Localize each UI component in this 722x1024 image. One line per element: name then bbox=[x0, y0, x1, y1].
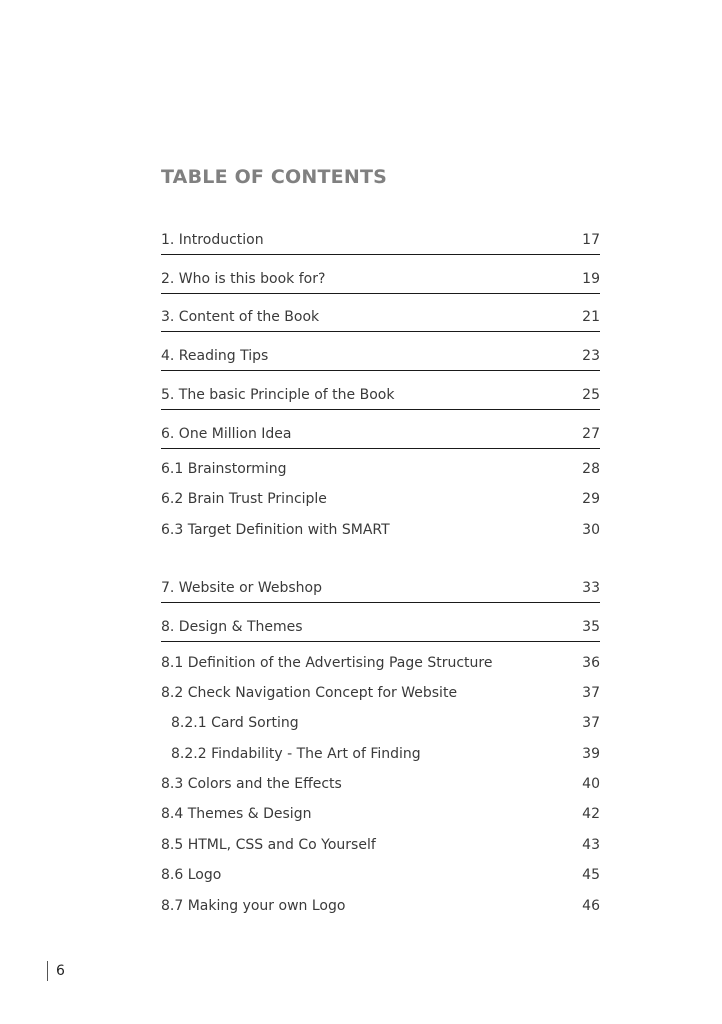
toc-entry-label: 8.2.2 Findability - The Art of Finding bbox=[171, 746, 421, 762]
toc-title: TABLE OF CONTENTS bbox=[161, 166, 388, 188]
toc-entry[interactable] bbox=[161, 866, 600, 896]
toc-entry-page: 42 bbox=[582, 806, 600, 822]
toc-entry-label: 8.2.1 Card Sorting bbox=[171, 715, 299, 731]
toc-entry[interactable] bbox=[161, 579, 600, 609]
toc-entry[interactable] bbox=[161, 270, 600, 300]
toc-entry-label: 4. Reading Tips bbox=[161, 348, 269, 364]
toc-entry-page: 37 bbox=[582, 715, 600, 731]
toc-entry-label: 2. Who is this book for? bbox=[161, 271, 326, 287]
toc-entry[interactable] bbox=[161, 490, 600, 520]
toc-entry-label: 6.3 Target Definition with SMART bbox=[161, 522, 390, 538]
toc-entry[interactable] bbox=[161, 836, 600, 866]
toc-entry[interactable] bbox=[161, 231, 600, 261]
toc-entry-page: 30 bbox=[582, 522, 600, 538]
toc-entry-label: 7. Website or Webshop bbox=[161, 580, 322, 596]
toc-entry-page: 25 bbox=[582, 387, 600, 403]
toc-entry-label: 8.5 HTML, CSS and Co Yourself bbox=[161, 837, 376, 853]
toc-entry[interactable] bbox=[161, 425, 600, 455]
toc-entry[interactable] bbox=[161, 775, 600, 805]
divider bbox=[161, 254, 600, 255]
toc-entry[interactable] bbox=[161, 897, 600, 927]
toc-entry-label: 6.2 Brain Trust Principle bbox=[161, 491, 327, 507]
toc-entry[interactable] bbox=[161, 308, 600, 338]
toc-entry-page: 19 bbox=[582, 271, 600, 287]
divider bbox=[161, 293, 600, 294]
page-number-bar bbox=[47, 961, 48, 981]
toc-entry-page: 36 bbox=[582, 655, 600, 671]
toc-entry[interactable] bbox=[161, 347, 600, 377]
toc-entry[interactable] bbox=[161, 745, 600, 775]
toc-entry-label: 8.3 Colors and the Effects bbox=[161, 776, 342, 792]
toc-entry-page: 21 bbox=[582, 309, 600, 325]
toc-entry-label: 5. The basic Principle of the Book bbox=[161, 387, 395, 403]
toc-entry-page: 39 bbox=[582, 746, 600, 762]
toc-entry-page: 37 bbox=[582, 685, 600, 701]
toc-entry[interactable] bbox=[161, 521, 600, 551]
divider bbox=[161, 448, 600, 449]
toc-entry-label: 6.1 Brainstorming bbox=[161, 461, 287, 477]
toc-entry-label: 1. Introduction bbox=[161, 232, 264, 248]
toc-entry-page: 45 bbox=[582, 867, 600, 883]
toc-entry-page: 27 bbox=[582, 426, 600, 442]
divider bbox=[161, 409, 600, 410]
toc-entry-page: 43 bbox=[582, 837, 600, 853]
toc-entry[interactable] bbox=[161, 684, 600, 714]
toc-entry[interactable] bbox=[161, 618, 600, 648]
toc-entry-page: 35 bbox=[582, 619, 600, 635]
toc-entry[interactable] bbox=[161, 460, 600, 490]
toc-entry[interactable] bbox=[161, 386, 600, 416]
toc-entry-page: 33 bbox=[582, 580, 600, 596]
page-number: 6 bbox=[56, 963, 65, 979]
toc-entry[interactable] bbox=[161, 805, 600, 835]
toc-entry[interactable] bbox=[161, 654, 600, 684]
toc-entry-label: 8.7 Making your own Logo bbox=[161, 898, 346, 914]
toc-entry-page: 46 bbox=[582, 898, 600, 914]
toc-entry-page: 28 bbox=[582, 461, 600, 477]
divider bbox=[161, 602, 600, 603]
toc-entry-label: 3. Content of the Book bbox=[161, 309, 320, 325]
toc-entry-label: 8.6 Logo bbox=[161, 867, 222, 883]
toc-entry[interactable] bbox=[161, 714, 600, 744]
toc-entry-label: 6. One Million Idea bbox=[161, 426, 292, 442]
toc-entry-label: 8. Design & Themes bbox=[161, 619, 303, 635]
toc-entry-page: 29 bbox=[582, 491, 600, 507]
toc-entry-page: 23 bbox=[582, 348, 600, 364]
toc-entry-page: 40 bbox=[582, 776, 600, 792]
toc-entry-label: 8.4 Themes & Design bbox=[161, 806, 312, 822]
divider bbox=[161, 370, 600, 371]
toc-entry-label: 8.2 Check Navigation Concept for Website bbox=[161, 685, 458, 701]
toc-entry-page: 17 bbox=[582, 232, 600, 248]
toc-entry-label: 8.1 Definition of the Advertising Page Structure bbox=[161, 655, 493, 671]
divider bbox=[161, 641, 600, 642]
divider bbox=[161, 331, 600, 332]
